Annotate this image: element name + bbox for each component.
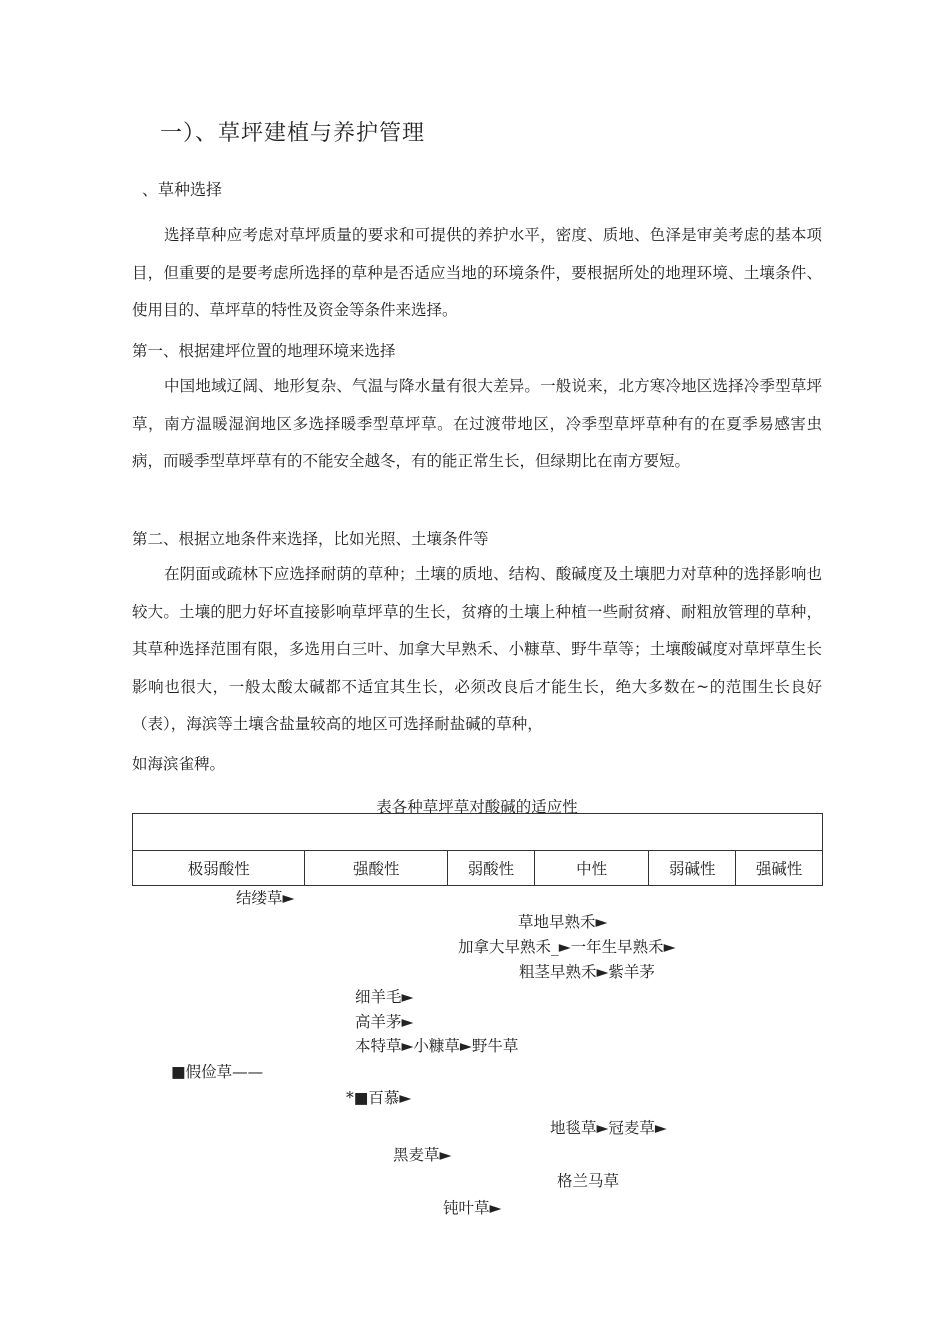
grass-item: 本特草►小糠草►野牛草 <box>355 1037 519 1055</box>
grass-item: 草地早熟禾► <box>518 913 608 931</box>
paragraph-site-conditions-end: 如海滨雀稗。 <box>132 755 226 773</box>
grass-item: 粗茎早熟禾►紫羊茅 <box>519 963 655 981</box>
table-empty-cell <box>133 814 823 851</box>
grass-item: 高羊茅► <box>355 1013 414 1031</box>
grass-item: *■百慕► <box>346 1089 412 1107</box>
table-header-row <box>133 851 823 886</box>
grass-item: ■假俭草—— <box>171 1063 264 1081</box>
col-neutral: 中性 <box>534 851 649 886</box>
paragraph-site-conditions: 在阴面或疏林下应选择耐荫的草种；土壤的质地、结构、酸碱度及土壤肥力对草种的选择影响也较大。土壤的肥力好坏直接影响草坪草的生长，贫瘠的土壤上种植一些耐贫瘠、耐粗放管理的草种，其草种选择范围有限，多选用白三叶、加拿大早熟禾、小糠草、野牛草等；土壤酸碱度对草坪草生长影响也很大，一般太酸太碱都不适宜其生长，必须改良后才能生长，绝大多数在~的范围生长良好（表），海滨等土壤含盐量较高的地区可选择耐盐碱的草种， <box>132 565 822 733</box>
col-strong-alkali: 强碱性 <box>736 851 823 886</box>
table-caption: 表各种草坪草对酸碱的适应性 <box>376 798 578 816</box>
table-empty-row <box>133 814 823 851</box>
point-2-title: 第二、根据立地条件来选择，比如光照、土壤条件等 <box>132 530 489 548</box>
col-weak-acid: 弱酸性 <box>448 851 535 886</box>
subsection-heading: 、草种选择 <box>142 180 223 199</box>
grass-item: 结缕草► <box>236 889 295 907</box>
grass-item: 加拿大早熟禾_►一年生早熟禾► <box>458 938 676 956</box>
point-1-title: 第一、根据建坪位置的地理环境来选择 <box>132 342 396 360</box>
paragraph-intro: 选择草种应考虑对草坪质量的要求和可提供的养护水平，密度、质地、色泽是审美考虑的基本项目，但重要的是要考虑所选择的草种是否适应当地的环境条件，要根据所处的地理环境、土壤条件、使用目的、草坪草的特性及资金等条件来选择。 <box>132 226 822 319</box>
grass-item: 格兰马草 <box>557 1172 620 1190</box>
acid-alkali-table <box>132 813 823 886</box>
section-heading: 一）、草坪建植与养护管理 <box>160 121 426 146</box>
grass-item: 细羊毛► <box>355 988 414 1006</box>
col-strong-acid: 强酸性 <box>305 851 448 886</box>
col-very-weak-acid: 极弱酸性 <box>133 851 305 886</box>
grass-item: 地毯草►冠麦草► <box>550 1119 667 1137</box>
grass-item: 钝叶草► <box>443 1199 502 1217</box>
col-weak-alkali: 弱碱性 <box>649 851 736 886</box>
grass-item: 黑麦草► <box>393 1146 452 1164</box>
paragraph-geography: 中国地域辽阔、地形复杂、气温与降水量有很大差异。一般说来，北方寒冷地区选择冷季型草坪草，南方温暖湿润地区多选择暖季型草坪草。在过渡带地区，冷季型草坪草种有的在夏季易感害虫病，而暖季型草坪草有的不能安全越冬，有的能正常生长，但绿期比在南方要短。 <box>132 377 822 470</box>
